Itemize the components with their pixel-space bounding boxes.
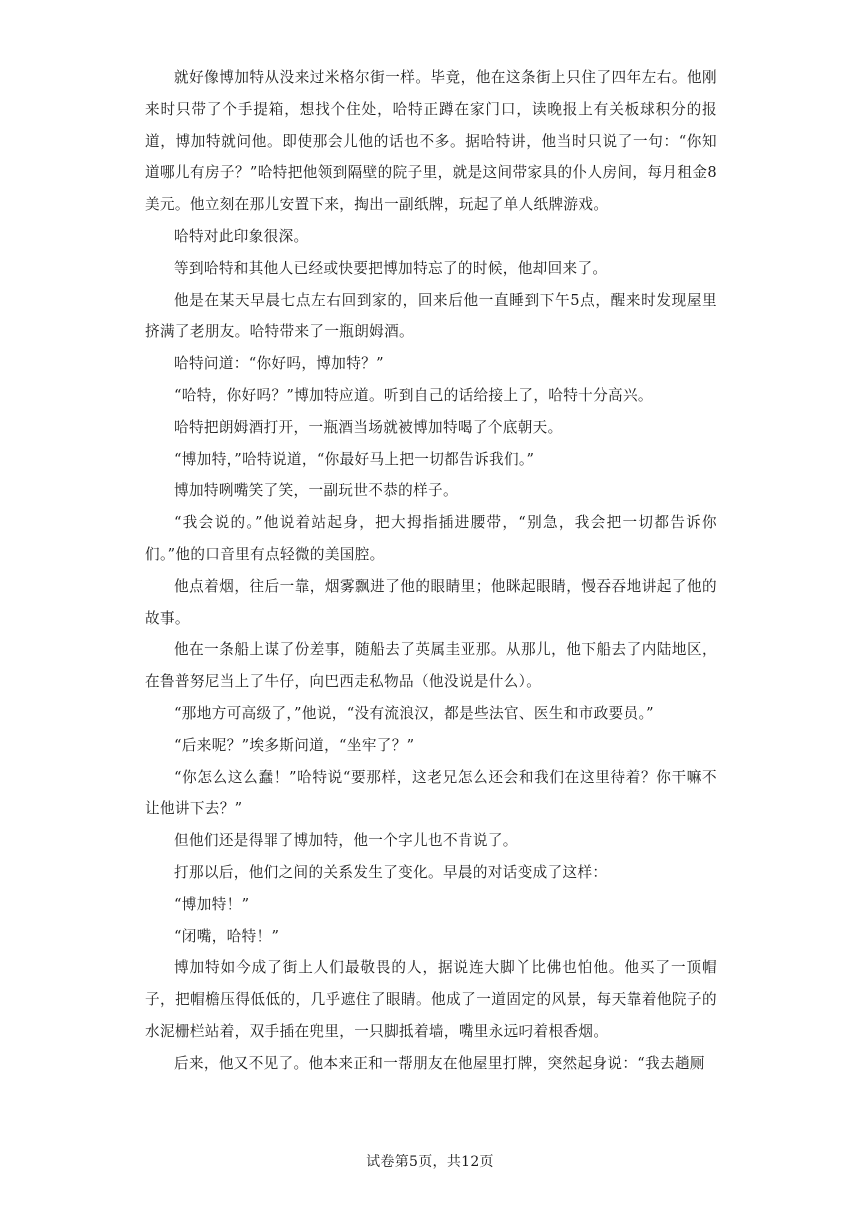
paragraph-7: 哈特把朗姆酒打开，一瓶酒当场就被博加特喝了个底朝天。 bbox=[174, 418, 563, 436]
paragraph-11: 他点着烟，往后一靠，烟雾飘进了他的眼睛里；他眯起眼睛，慢吞吞地讲起了他的故事。 bbox=[145, 577, 717, 627]
paragraph-14: “后来呢？”埃多斯问道，“坐牢了？” bbox=[174, 736, 415, 754]
paragraph-13: “那地方可高级了，”他说，“没有流浪汉，都是些法官、医生和市政要员。” bbox=[174, 704, 654, 722]
paragraph-12: 他在一条船上谋了份差事，随船去了英属圭亚那。从那儿，他下船去了内陆地区，在鲁普努尼当上了牛仔，向巴西走私物品（他没说是什么）。 bbox=[145, 641, 717, 691]
paragraph-5: 哈特问道：“你好吗，博加特？” bbox=[174, 355, 384, 373]
paragraph-17: 打那以后，他们之间的关系发生了变化。早晨的对话变成了这样： bbox=[174, 863, 608, 881]
paragraph-21: 后来，他又不见了。他本来正和一帮朋友在他屋里打牌，突然起身说：“我去趟厕 bbox=[174, 1054, 705, 1072]
paragraph-9: 博加特咧嘴笑了笑，一副玩世不恭的样子。 bbox=[174, 482, 458, 500]
paragraph-8: “博加特，”哈特说道，“你最好马上把一切都告诉我们。” bbox=[174, 450, 535, 468]
paragraph-15: “你怎么这么蠢！”哈特说“要那样，这老兄怎么还会和我们在这里待着？你干嘛不让他讲下去？” bbox=[145, 768, 717, 818]
paragraph-19: “闭嘴，哈特！” bbox=[174, 927, 280, 945]
article-body bbox=[145, 62, 717, 1080]
paragraph-18: “博加特！” bbox=[174, 895, 250, 913]
paragraph-6: “哈特，你好吗？”博加特应道。听到自己的话给接上了，哈特十分高兴。 bbox=[174, 386, 653, 404]
paragraph-4: 他是在某天早晨七点左右回到家的，回来后他一直睡到下午5点，醒来时发现屋里挤满了老朋友。哈特带来了一瓶朗姆酒。 bbox=[145, 291, 717, 341]
paragraph-20: 博加特如今成了街上人们最敬畏的人，据说连大脚丫比佛也怕他。他买了一顶帽子，把帽檐压得低低的，几乎遮住了眼睛。他成了一道固定的风景，每天靠着他院子的水泥栅栏站着，双手插在兜里，一只脚抵着墙，嘴里永远叼着根香烟。 bbox=[145, 959, 717, 1040]
page-footer: 试卷第5页，共12页 bbox=[366, 1154, 494, 1170]
paragraph-16: 但他们还是得罪了博加特，他一个字儿也不肯说了。 bbox=[174, 832, 518, 850]
paragraph-1: 就好像博加特从没来过米格尔街一样。毕竟，他在这条街上只住了四年左右。他刚来时只带了个手提箱，想找个住处，哈特正蹲在家门口，读晚报上有关板球积分的报道，博加特就问他。即使那会儿他的话也不多。据哈特讲，他当时只说了一句：“你知道哪儿有房子？”哈特把他领到隔壁的院子里，就是这间带家具的仆人房间，每月租金8美元。他立刻在那儿安置下来，掏出一副纸牌，玩起了单人纸牌游戏。 bbox=[145, 69, 717, 214]
paragraph-2: 哈特对此印象很深。 bbox=[174, 227, 309, 245]
paragraph-3: 等到哈特和其他人已经或快要把博加特忘了的时候，他却回来了。 bbox=[174, 259, 608, 277]
paragraph-10: “我会说的。”他说着站起身，把大拇指插进腰带，“别急，我会把一切都告诉你们。”他的口音里有点轻微的美国腔。 bbox=[145, 514, 717, 563]
